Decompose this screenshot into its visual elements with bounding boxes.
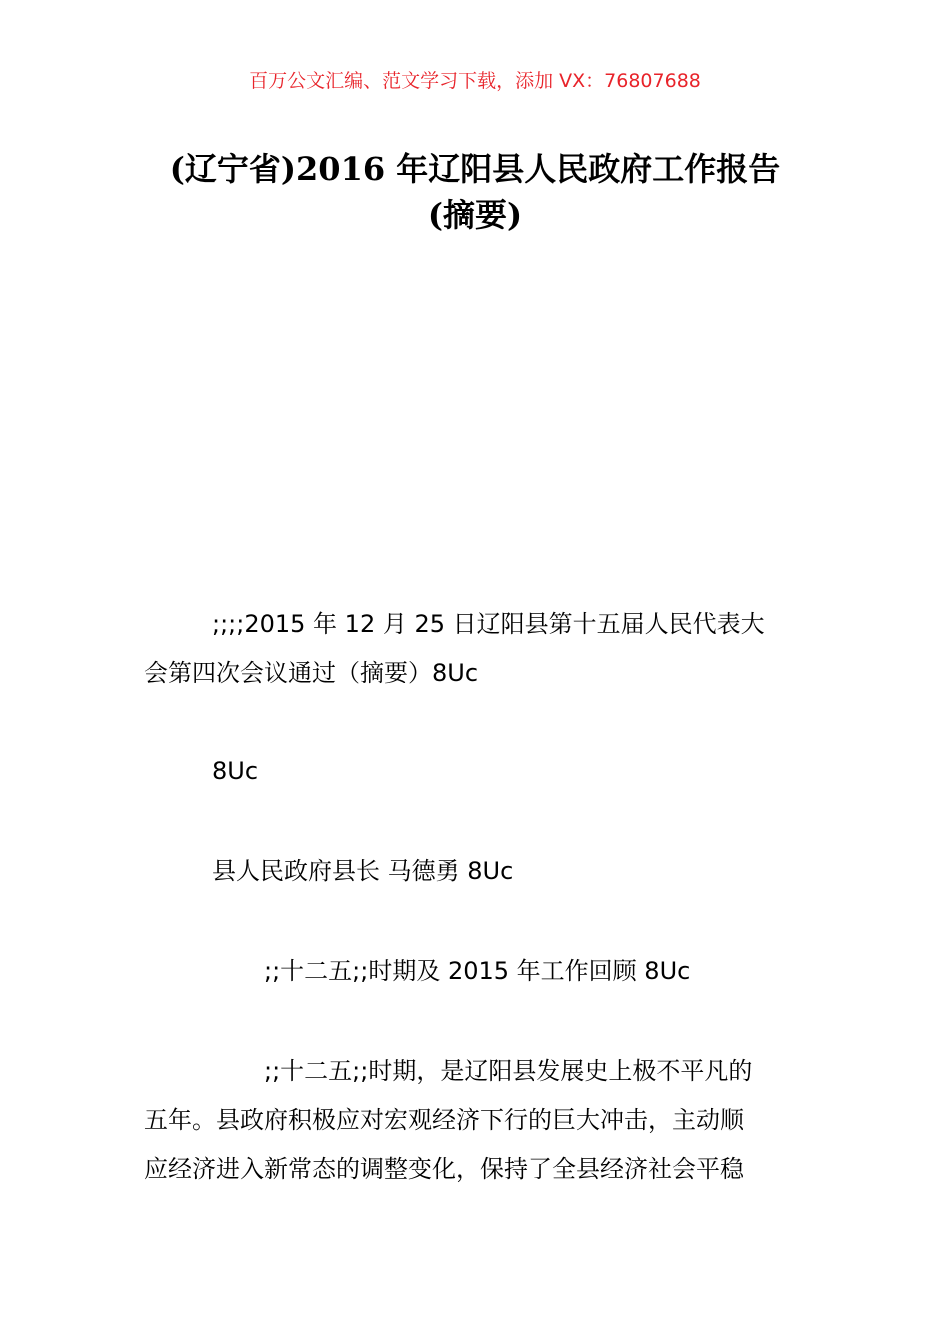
paragraph-code (144, 747, 809, 796)
paragraph-line: ;;十二五;;时期及 2015 年工作回顾 8Uc (264, 957, 691, 985)
paragraph-line: 8Uc (212, 757, 259, 785)
document-title (100, 146, 850, 238)
title-line-1: (辽宁省)2016 年辽阳县人民政府工作报告 (169, 150, 781, 188)
watermark-header-note: 百万公文汇编、范文学习下载，添加 VX：76807688 (249, 70, 701, 92)
title-line-2: (摘要) (427, 196, 523, 234)
paragraph-line: ;;十二五;;时期，是辽阳县发展史上极不平凡的 (264, 1057, 753, 1085)
paragraph-line: 应经济进入新常态的调整变化，保持了全县经济社会平稳 (144, 1155, 744, 1183)
paragraph-line: 五年。县政府积极应对宏观经济下行的巨大冲击，主动顺 (144, 1106, 744, 1134)
paragraph-meeting-info (144, 600, 809, 698)
paragraph-line: 县人民政府县长 马德勇 8Uc (212, 857, 514, 885)
paragraph-body (144, 1047, 809, 1194)
section-heading (144, 947, 809, 996)
paragraph-line: 会第四次会议通过（摘要）8Uc (144, 659, 479, 687)
paragraph-line: ;;;;2015 年 12 月 25 日辽阳县第十五届人民代表大 (212, 610, 765, 638)
paragraph-author (144, 847, 809, 896)
